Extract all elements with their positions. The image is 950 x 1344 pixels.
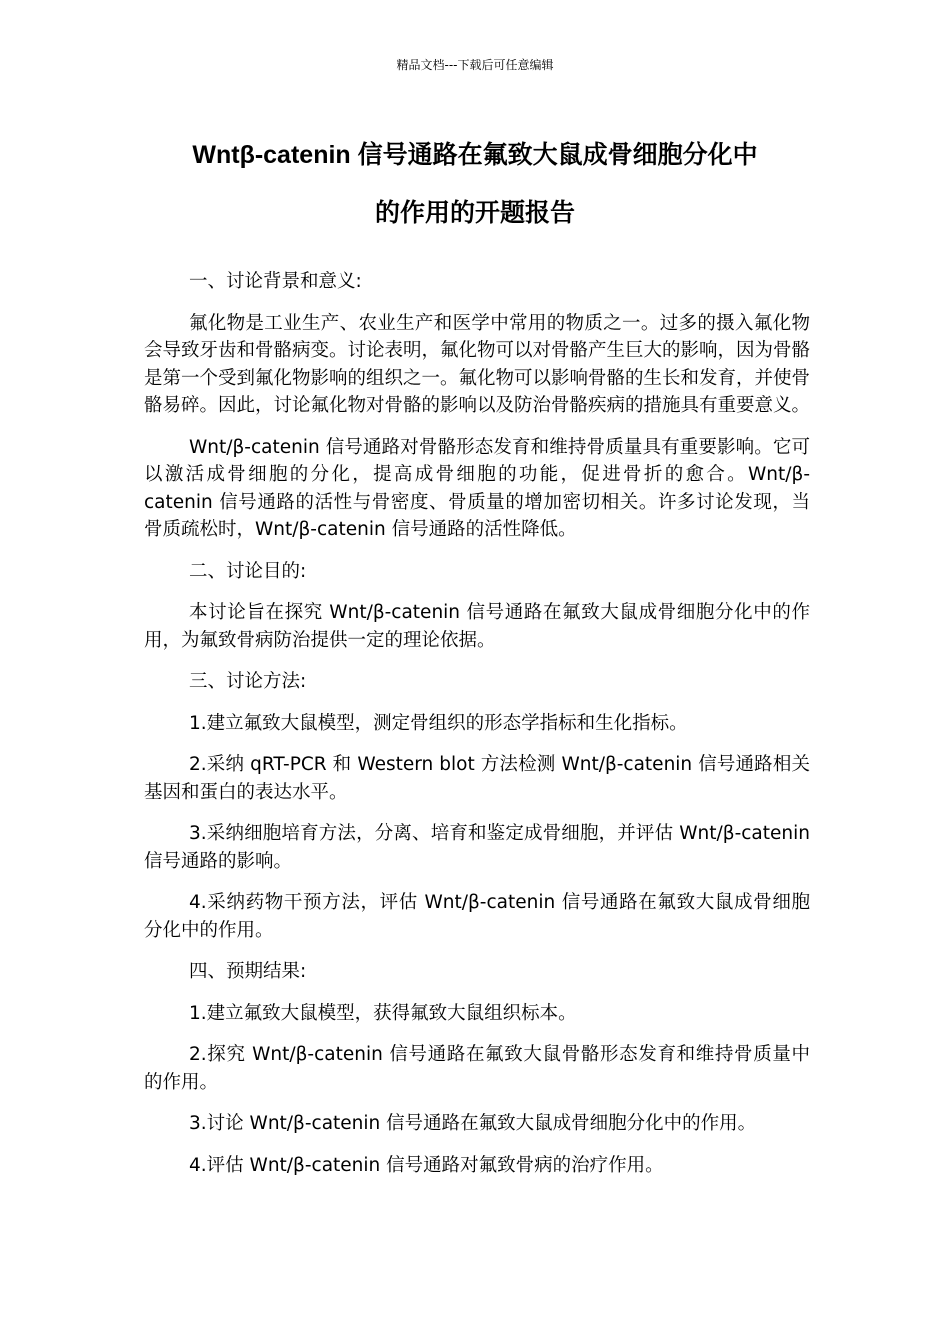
result-item-3: 3.讨论 Wnt/β-catenin 信号通路在氟致大鼠成骨细胞分化中的作用。: [189, 1113, 757, 1134]
paragraph-purpose: 本讨论旨在探究 Wnt/β-catenin 信号通路在氟致大鼠成骨细胞分化中的作用，为氟致骨病防治提供一定的理论依据。: [144, 602, 810, 651]
section-heading-methods: 三、讨论方法:: [189, 671, 307, 692]
method-item-3: 3.采纳细胞培育方法，分离、培育和鉴定成骨细胞，并评估 Wnt/β-catenin 信号通路的影响。: [144, 823, 810, 872]
method-item-2: 2.采纳 qRT-PCR 和 Western blot 方法检测 Wnt/β-catenin 信号通路相关基因和蛋白的表达水平。: [144, 754, 810, 803]
document-title-line-1: Wntβ-catenin 信号通路在氟致大鼠成骨细胞分化中: [192, 141, 758, 169]
section-heading-background: 一、讨论背景和意义:: [189, 271, 362, 292]
section-heading-expected-results: 四、预期结果:: [189, 961, 307, 982]
result-item-2: 2.探究 Wnt/β-catenin 信号通路在氟致大鼠骨骼形态发育和维持骨质量中的作用。: [144, 1044, 810, 1093]
paragraph-wnt-signaling: Wnt/β-catenin 信号通路对骨骼形态发育和维持骨质量具有重要影响。它可以激活成骨细胞的分化，提高成骨细胞的功能，促进骨折的愈合。Wnt/β-catenin 信号通路的活性与骨密度、骨质量的增加密切相关。许多讨论发现，当骨质疏松时，Wnt/β-catenin 信号通路的活性降低。: [144, 436, 810, 540]
section-heading-purpose: 二、讨论目的:: [189, 560, 307, 582]
paragraph-background: 氟化物是工业生产、农业生产和医学中常用的物质之一。过多的摄入氟化物会导致牙齿和骨骼病变。讨论表明，氟化物可以对骨骼产生巨大的影响，因为骨骼是第一个受到氟化物影响的组织之一。氟化物可以影响骨骼的生长和发育，并使骨骼易碎。因此，讨论氟化物对骨骼的影响以及防治骨骼疾病的措施具有重要意义。: [144, 312, 811, 416]
result-item-4: 4.评估 Wnt/β-catenin 信号通路对氟致骨病的治疗作用。: [189, 1154, 664, 1176]
document-title-line-2: 的作用的开题报告: [374, 199, 575, 227]
document-body: [144, 268, 810, 1179]
method-item-4: 4.采纳药物干预方法，评估 Wnt/β-catenin 信号通路在氟致大鼠成骨细胞分化中的作用。: [144, 892, 810, 941]
method-item-1: 1.建立氟致大鼠模型，测定骨组织的形态学指标和生化指标。: [189, 712, 688, 734]
result-item-1: 1.建立氟致大鼠模型，获得氟致大鼠组织标本。: [189, 1002, 577, 1024]
page-header: 精品文档---下载后可任意编辑: [396, 58, 554, 72]
